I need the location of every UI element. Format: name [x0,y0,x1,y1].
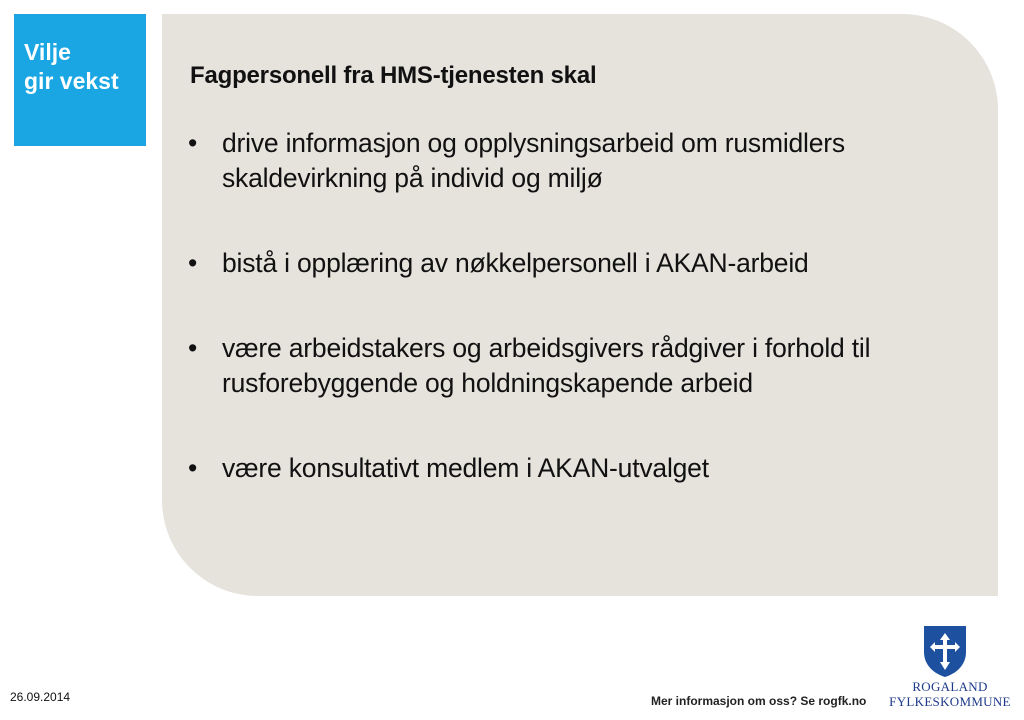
bullet-text: drive informasjon og opplysningsarbeid om rusmidlers skaldevirkning på individ og miljø [222,128,845,193]
county-line-2: FYLKESKOMMUNE [889,694,1011,709]
bullet-text: være konsultativt medlem i AKAN-utvalget [222,453,709,483]
bullet-item [188,246,978,281]
bullet-dot: • [188,453,198,483]
bullet-item [188,451,978,486]
slide-date: 26.09.2014 [10,690,71,704]
county-name [888,679,1012,709]
logo-line-2: gir vekst [24,68,119,94]
county-line-1: ROGALAND [912,679,988,694]
bullet-dot: • [188,333,198,363]
bullet-dot: • [188,128,198,158]
bullet-text: bistå i opplæring av nøkkelpersonell i AKAN-arbeid [222,248,809,278]
bullet-text: være arbeidstakers og arbeidsgivers rådgiver i forhold til rusforebyggende og holdningskapende arbeid [222,333,871,398]
bullet-dot: • [188,248,198,278]
more-info-link[interactable]: Mer informasjon om oss? Se rogfk.no [651,694,867,708]
bullet-item [188,126,978,196]
bullet-list [188,126,978,486]
rogaland-crest-icon [922,624,968,678]
logo-line-1: Vilje [24,39,71,65]
bullet-item [188,331,978,401]
slide-title: Fagpersonell fra HMS-tjenesten skal [190,62,597,89]
vilje-gir-vekst-logo [14,14,146,146]
